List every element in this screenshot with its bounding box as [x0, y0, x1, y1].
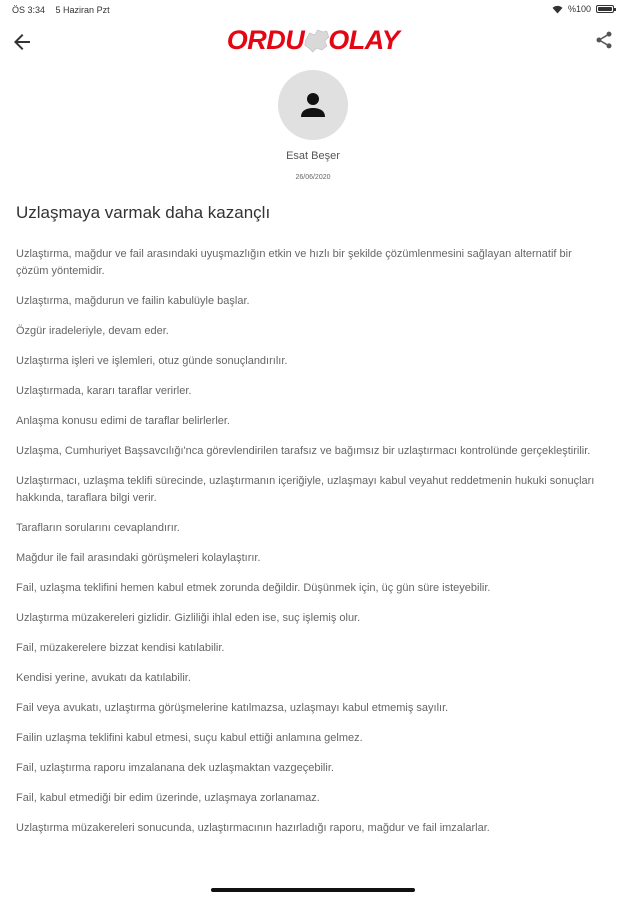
- logo-text-left: ORDU: [226, 25, 305, 55]
- status-date: 5 Haziran Pzt: [55, 5, 110, 15]
- paragraph: Fail veya avukatı, uzlaştırma görüşmelerine katılmazsa, uzlaşmayı kabul etmemiş sayılır.: [16, 702, 449, 714]
- publish-date: 26/06/2020: [295, 174, 331, 181]
- paragraph: Uzlaştırma, mağdur ve fail arasındaki uyuşmazlığın etkin ve hızlı bir şekilde çözümlenmesini sağlayan alternatif bir çözüm yöntemidir.: [16, 248, 572, 277]
- status-left: [12, 5, 110, 15]
- author-block: [0, 70, 626, 181]
- logo-text-right: OLAY: [328, 25, 400, 55]
- paragraph: Kendisi yerine, avukatı da katılabilir.: [16, 672, 191, 684]
- paragraph: Fail, uzlaştırma raporu imzalanana dek uzlaşmaktan vazgeçebilir.: [16, 762, 334, 774]
- back-button[interactable]: [10, 30, 34, 54]
- paragraph: Uzlaştırmada, kararı taraflar verirler.: [16, 385, 192, 397]
- paragraph: Uzlaştırma, mağdurun ve failin kabulüyle başlar.: [16, 295, 250, 307]
- wifi-icon: [552, 5, 563, 14]
- paragraph: Uzlaştırma müzakereleri sonucunda, uzlaştırmacının hazırladığı raporu, mağdur ve fail imzalarlar.: [16, 822, 490, 834]
- paragraph: Anlaşma konusu edimi de taraflar belirlerler.: [16, 415, 230, 427]
- article-body: [16, 246, 600, 850]
- paragraph: Fail, kabul etmediği bir edim üzerinde, uzlaşmaya zorlanamaz.: [16, 792, 320, 804]
- status-time: ÖS 3:34: [12, 5, 46, 15]
- map-icon: [302, 28, 330, 54]
- avatar: [278, 70, 348, 140]
- paragraph: Uzlaşma, Cumhuriyet Başsavcılığı'nca görevlendirilen tarafsız ve bağımsız bir uzlaştırmacı kontrolünde gerçekleştirilir.: [16, 445, 591, 457]
- paragraph: Özgür iradeleriyle, devam eder.: [16, 325, 169, 337]
- article-title: Uzlaşmaya varmak daha kazançlı: [16, 203, 271, 222]
- person-icon: [295, 87, 331, 123]
- paragraph: Mağdur ile fail arasındaki görüşmeleri kolaylaştırır.: [16, 552, 261, 564]
- paragraph: Uzlaştırma müzakereleri gizlidir. Gizliliği ihlal eden ise, suç işlemiş olur.: [16, 612, 361, 624]
- share-button[interactable]: [594, 30, 618, 54]
- app-bar: [0, 22, 626, 62]
- share-icon: [594, 30, 614, 50]
- paragraph: Uzlaştırma işleri ve işlemleri, otuz günde sonuçlandırılır.: [16, 355, 288, 367]
- app-logo: [227, 25, 400, 56]
- battery-percent: %100: [567, 4, 591, 14]
- status-bar: [0, 0, 626, 20]
- paragraph: Tarafların sorularını cevaplandırır.: [16, 522, 180, 534]
- status-right: [552, 4, 614, 14]
- author-name: Esat Beşer: [286, 150, 340, 162]
- paragraph: Fail, müzakerelere bizzat kendisi katılabilir.: [16, 642, 225, 654]
- paragraph: Failin uzlaşma teklifini kabul etmesi, suçu kabul ettiği anlamına gelmez.: [16, 732, 363, 744]
- home-indicator[interactable]: [211, 888, 415, 892]
- paragraph: Fail, uzlaşma teklifini hemen kabul etmek zorunda değildir. Düşünmek için, üç gün süre isteyebilir.: [16, 582, 491, 594]
- battery-icon: [596, 5, 614, 13]
- paragraph: Uzlaştırmacı, uzlaşma teklifi sürecinde, uzlaştırmanın içeriğiyle, uzlaşmayı kabul veyahut reddetmenin hukuki sonuçları hakkında, taraflara bilgi verir.: [16, 475, 595, 504]
- arrow-left-icon: [10, 30, 34, 54]
